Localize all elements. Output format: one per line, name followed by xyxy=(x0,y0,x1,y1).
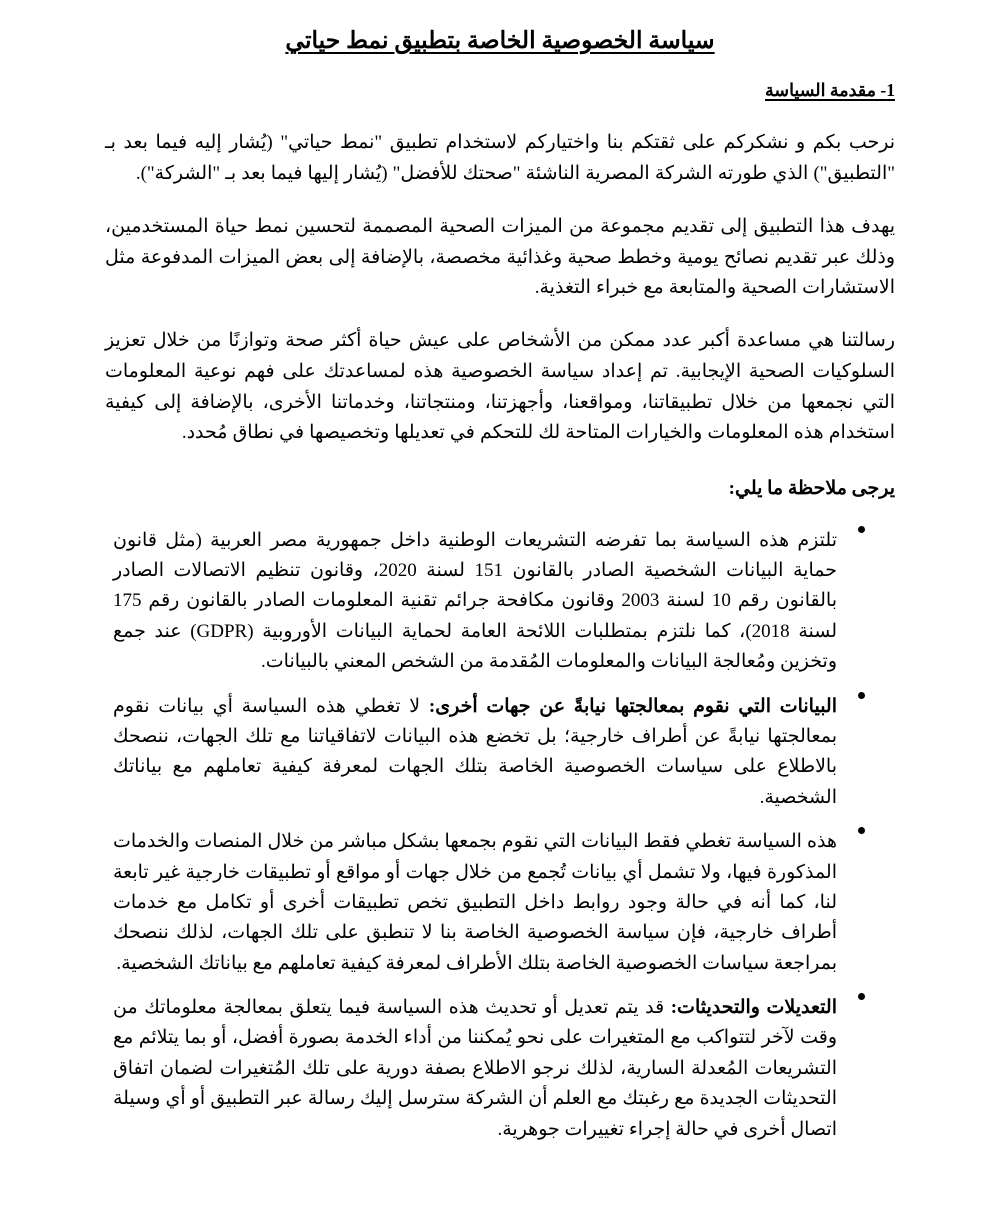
list-item xyxy=(113,526,865,678)
section-heading-policy-introduction xyxy=(105,78,895,103)
list-item xyxy=(113,993,865,1145)
note-lead-text: يرجى ملاحظة ما يلي: xyxy=(728,478,895,500)
list-item xyxy=(113,692,865,814)
list-item-bold-lead: التعديلات والتحديثات: xyxy=(670,997,837,1019)
list-item-bold-lead: البيانات التي نقوم بمعالجتها نيابةً عن جهات أخرى: xyxy=(428,695,837,717)
document-content xyxy=(105,26,895,1145)
notes-bullet-list xyxy=(105,526,895,1145)
page-title xyxy=(105,26,895,58)
paragraph-mission: رسالتنا هي مساعدة أكبر عدد ممكن من الأشخاص على عيش حياة أكثر صحة وتوازنًا من خلال تعزيز السلوكيات الصحية الإيجابية. تم إعداد سياسة الخصوصية هذه لمساعدتك على فهم نوعية المعلومات التي نجمعها من خلال تطبيقاتنا، ومواقعنا، وأجهزتنا، ومنتجاتنا، وخدماتنا الأخرى، بالإضافة إلى كيفية استخدام هذه المعلومات والخيارات المتاحة لك للتحكم في تعديلها وتخصيصها في نطاق مُحدد. xyxy=(105,330,895,444)
list-item-text: هذه السياسة تغطي فقط البيانات التي نقوم بجمعها بشكل مباشر من خلال المنصات والخدمات المذكورة فيها، ولا تشمل أي بيانات تُجمع من خلال جهات أو مواقع أو تطبيقات خارجية غير تابعة لنا، كما أنه في حالة وجود روابط داخل التطبيق تخص تطبيقات أخرى أو تكامل مع خدمات أطراف خارجية، فإن سياسة الخصوصية الخاصة بنا لا تنطبق على تلك الجهات، لذلك ننصحك بمراجعة سياسات الخصوصية الخاصة بتلك الأطراف لمعرفة كيفية تعاملهم مع بياناتك الشخصية. xyxy=(113,831,838,974)
bullet-marker-icon xyxy=(858,692,865,699)
list-item-text: تلتزم هذه السياسة بما تفرضه التشريعات الوطنية داخل جمهورية مصر العربية (مثل قانون حماية البيانات الشخصية الصادر بالقانون 151 لسنة 2020، وقانون تنظيم الاتصالات الصادر بالقانون رقم 10 لسنة 2003 وقانون مكافحة جرائم تقنية المعلومات الصادر بالقانون رقم 175 لسنة 2018)، كما نلتزم بمتطلبات اللائحة العامة لحماية البيانات الأوروبية (GDPR) عند جمع وتخزين ومُعالجة البيانات والمعلومات المُقدمة من الشخص المعني بالبيانات. xyxy=(113,529,837,673)
bullet-marker-icon xyxy=(858,993,865,1000)
section-heading-text: 1- مقدمة السياسة xyxy=(765,79,895,100)
paragraph-welcome: نرحب بكم و نشكركم على ثقتكم بنا واختياركم لاستخدام تطبيق "نمط حياتي" (يُشار إليه فيما بعد بـ "التطبيق") الذي طورته الشركة المصرية الناشئة "صحتك للأفضل" (يُشار إليها فيما بعد بـ "الشركة"). xyxy=(105,132,895,184)
list-item-text: لا تغطي هذه السياسة أي بيانات نقوم بمعالجتها نيابةً عن أطراف خارجية؛ بل تخضع هذه البيانات لاتفاقياتنا مع تلك الجهات، ننصحك بالاطلاع على سياسات الخصوصية الخاصة بتلك الجهات لمعرفة كيفية تعاملهم مع بياناتك الشخصية. xyxy=(113,695,837,808)
list-item xyxy=(113,827,865,979)
paragraph-app-purpose: يهدف هذا التطبيق إلى تقديم مجموعة من الميزات الصحية المصممة لتحسين نمط حياة المستخدمين، وذلك عبر تقديم نصائح يومية وخطط صحية وغذائية مخصصة، بالإضافة إلى بعض الميزات المدفوعة مثل الاستشارات الصحية والمتابعة مع خبراء التغذية. xyxy=(105,215,895,299)
bullet-marker-icon xyxy=(858,526,865,533)
list-item-text: قد يتم تعديل أو تحديث هذه السياسة فيما يتعلق بمعالجة معلوماتك من وقت لآخر لتتواكب مع المتغيرات على نحو يُمكننا من أداء الخدمة بصورة أفضل، أو بما يتلائم مع التشريعات المُعدلة السارية، لذلك نرجو الاطلاع بصفة دورية على تلك المُتغيرات لضمان اتفاق التحديثات الجديدة مع رغبتك مع العلم أن الشركة سترسل إليك رسالة عبر التطبيق أو أي وسيلة اتصال أخرى في حالة إجراء تغييرات جوهرية. xyxy=(113,997,837,1140)
bullet-marker-icon xyxy=(858,827,865,834)
page-title-text: سياسة الخصوصية الخاصة بتطبيق نمط حياتي xyxy=(285,28,715,54)
